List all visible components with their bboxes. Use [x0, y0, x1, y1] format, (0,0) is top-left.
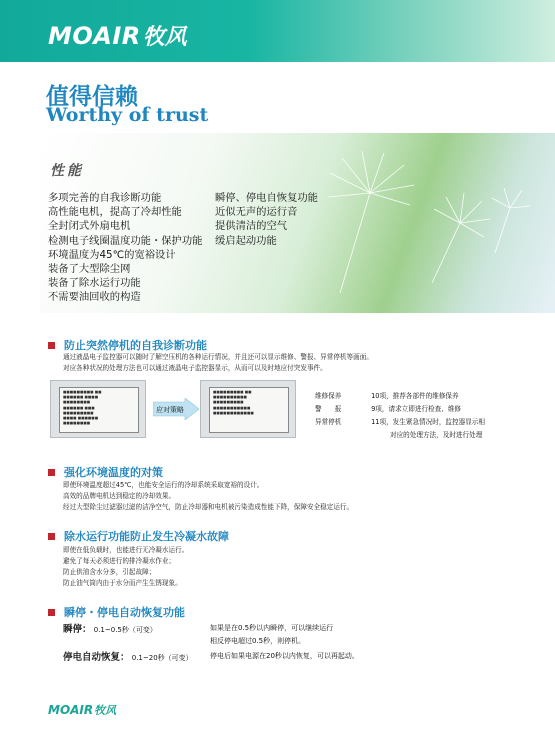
recovery-range: 0.1~0.5秒（可变） — [93, 626, 157, 634]
para-line: 防止油气筒内由于水分而产生生锈现象。 — [63, 579, 182, 587]
diagram-row — [315, 390, 459, 400]
para-line: 即使在低负载时，也能进行无冷凝水运行。 — [63, 546, 189, 554]
recovery-key: 停电自动恢复： — [63, 652, 130, 663]
list-item: 不需要油回收的构造 — [48, 291, 141, 304]
lcd-monitor-panel-1 — [50, 380, 146, 438]
lcd-screen: ■■■■■■■■■ ■■ ■■■■■■■■■■ ■■■■■■■■■ ■■■■■■■■■■■ ■■■■■■■■■■■■ — [209, 387, 289, 433]
lcd-screen: ■■■■■■■■■ ■■ ■■■■■■ ■■■■ ■■■■■■■■ ■■■■■■ ■■■ ■■■■■■■■■ ■■■■ ■■■■■■ ■■■■■■■■ — [59, 387, 139, 433]
diagram-row-value: 10项，推荐各部件的维修保养 — [371, 392, 459, 400]
lcd-monitor-panel-2 — [200, 380, 296, 438]
section-paragraph — [63, 480, 353, 513]
section-ambient-temperature — [48, 464, 163, 480]
list-item: 多项完善的自我诊断功能 — [48, 192, 162, 204]
section-title: 瞬停・停电自动恢复功能 — [64, 606, 185, 619]
feature-list-right — [215, 191, 318, 248]
page-title-en: Worthy of trust — [46, 104, 209, 126]
brand-logo — [48, 20, 187, 51]
section-paragraph — [63, 352, 373, 374]
para-line: 避免了每天必须进行的排冷凝水作业； — [63, 557, 176, 565]
bullet-square-icon — [48, 469, 55, 476]
feature-list-left — [48, 191, 202, 305]
arrow-label: 应对策略 — [156, 406, 184, 414]
list-item: 装备了除水运行功能 — [48, 277, 141, 290]
para-line: 经过大型除尘过滤器过滤的洁净空气，防止冷却器和电机被污染造成性能下降，保障安全稳定运行。 — [63, 503, 354, 511]
para-line: 通过液晶电子监控器可以随时了解空压机的各种运行情况，并且还可以显示维修、警报、异常停机等画面。 — [63, 353, 373, 361]
list-item: 检测电子线圈温度功能・保护功能 — [48, 234, 203, 247]
section-title: 强化环境温度的对策 — [64, 466, 163, 479]
section-paragraph — [63, 545, 188, 589]
bullet-square-icon — [48, 342, 55, 349]
list-item: 高性能电机，提高了冷却性能 — [48, 206, 182, 219]
list-item: 提供清洁的空气 — [215, 220, 288, 233]
recovery-desc: 停电后如果电源在20秒以内恢复，可以再起动。 — [210, 652, 359, 660]
recovery-row — [63, 621, 157, 635]
diagram-row-continuation: 对应的处理方法，及时进行处理 — [390, 431, 483, 439]
section-water-removal — [48, 528, 229, 544]
diagram-row-key: 异常停机 — [315, 418, 342, 426]
section-title: 防止突然停机的自我诊断功能 — [64, 339, 207, 352]
para-line: 对应各种状况的处理方法也可以通过液晶电子监控器显示，从而可以及时地应付突发事件。 — [63, 364, 327, 372]
footer-logo — [48, 702, 116, 718]
brand-chinese: 牧风 — [142, 25, 187, 50]
diagram-row — [315, 403, 461, 413]
list-item: 瞬停、停电自恢复功能 — [215, 192, 318, 204]
diagram-row — [315, 416, 485, 426]
diagram-row-value: 9项，请求立即进行检查、维修 — [371, 405, 462, 413]
list-item: 近似无声的运行音 — [215, 206, 298, 219]
para-line: 即使环境温度超过45℃，也能安全运行的冷却系统采取宽裕的设计。 — [63, 481, 264, 489]
recovery-key: 瞬停： — [63, 624, 92, 635]
recovery-row — [63, 649, 193, 663]
diagram-row-key: 维修保养 — [315, 392, 342, 400]
footer-brand-latin: MOAIR — [48, 703, 94, 717]
bullet-square-icon — [48, 609, 55, 616]
section-auto-recovery — [48, 604, 185, 620]
page-title-cn: 值得信赖 — [46, 84, 138, 110]
performance-subtitle: 性能 — [50, 163, 84, 179]
section-self-diagnosis — [48, 337, 207, 353]
recovery-range: 0.1~20秒（可变） — [131, 654, 193, 662]
list-item: 装备了大型除尘网 — [48, 263, 131, 276]
recovery-desc: 如果是在0.5秒以内瞬停，可以继续运行 — [210, 624, 334, 632]
bullet-square-icon — [48, 533, 55, 540]
diagram-row-key: 警 报 — [315, 405, 342, 413]
footer-brand-chinese: 牧风 — [94, 704, 117, 717]
recovery-desc: 相反停电超过0.5秒，则停机。 — [210, 637, 306, 645]
diagram-row-value: 11项，发生紧急情况时，监控器显示相 — [371, 418, 485, 426]
brand-latin: MOAIR — [48, 22, 141, 50]
header-band — [0, 0, 555, 62]
para-line: 高效的品牌电机达到稳定的冷却效果。 — [63, 492, 176, 500]
list-item: 环境温度为45℃的宽裕设计 — [48, 248, 176, 261]
para-line: 防止供油含水分多，引起故障； — [63, 568, 156, 576]
list-item: 全封闭式外扇电机 — [48, 220, 131, 233]
section-title: 除水运行功能防止发生冷凝水故障 — [64, 530, 229, 543]
list-item: 缓启起动功能 — [215, 234, 277, 247]
